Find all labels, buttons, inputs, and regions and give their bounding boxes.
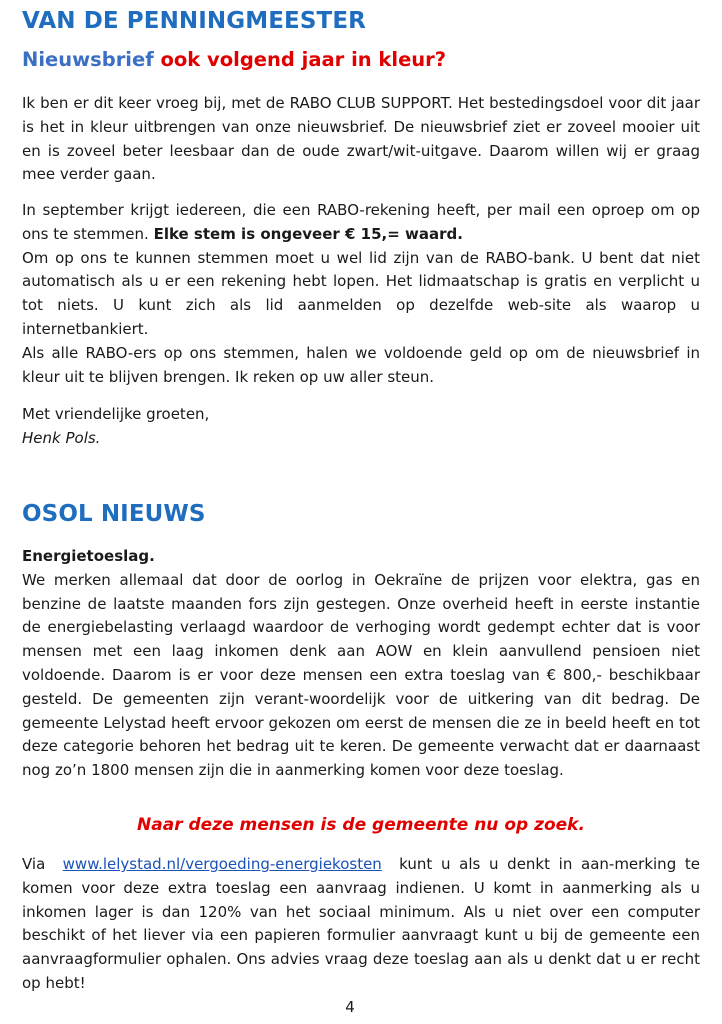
- via-prefix: Via: [22, 855, 46, 873]
- application-paragraph-block: [22, 853, 700, 996]
- application-text: kunt u als u denkt in aan-merking te komen voor deze extra toeslag een aanvraag indienen. U komt in aanmerking als u inkomen lager is dan 120% van het sociaal minimum. Als u niet over een computer beschikt of het liever via een papieren formulier aanvraagt kunt u bij de gemeente een aanvraagformulier ophalen. Ons advies vraag deze toeslag aan als u denkt dat u er recht op hebt!: [22, 855, 700, 992]
- signature-block: [22, 403, 700, 451]
- intro-paragraph-block: [22, 92, 700, 187]
- energy-link[interactable]: www.lelystad.nl/vergoeding-energiekosten: [62, 855, 382, 873]
- section-title-osol: OSOL NIEUWS: [22, 501, 206, 527]
- intro-paragraph: Ik ben er dit keer vroeg bij, met de RABO CLUB SUPPORT. Het bestedingsdoel voor dit jaar is het in kleur uitbrengen van onze nieuwsbrief. De nieuwsbrief ziet er zoveel mooier uit en is zoveel beter leesbaar dan de oude zwart/wit-uitgave. Daarom willen wij er graag mee verder gaan.: [22, 94, 700, 184]
- page-number: 4: [345, 998, 355, 1016]
- application-paragraph: [22, 853, 700, 996]
- membership-paragraph: Om op ons te kunnen stemmen moet u wel lid zijn van de RABO-bank. U bent dat niet automatisch als u er een rekening hebt lopen. Het lidmaatschap is gratis en verplicht u tot niets. U kunt zich als lid aanmelden op dezelfde web-site als waarop u internetbankiert.: [22, 248, 700, 338]
- signature-name: Henk Pols.: [22, 428, 101, 447]
- subtitle-blue-part: Nieuwsbrief: [22, 48, 154, 71]
- article-subtitle: [22, 48, 446, 71]
- callout-text: Naar deze mensen is de gemeente nu op zoek.: [137, 815, 585, 835]
- subtitle-red-part: ook volgend jaar in kleur?: [160, 48, 447, 71]
- energy-article: [22, 545, 700, 783]
- energy-paragraph: We merken allemaal dat door de oorlog in Oekraïne de prijzen voor elektra, gas en benzine de laatste maanden fors zijn gestegen. Onze overheid heeft in eerste instantie de energiebelasting verlaagd waardoor de verhoging wordt gedempt echter dat is voor mensen met een laag inkomen denk aan AOW en klein aanvullend pensioen niet voldoende. Daarom is er voor deze mensen een extra toeslag van € 800,- beschikbaar gesteld. De gemeenten zijn verant-woordelijk voor de uitkering van dit bedrag. De gemeente Lelystad heeft ervoor gekozen om eerst de mensen die ze in beeld heeft en tot deze categorie behoren het bedrag uit te keren. De gemeente verwacht dat er daarnaast nog zo’n 1800 mensen zijn die in aanmerking komen voor deze toeslag.: [22, 570, 700, 780]
- section-title-penningmeester: VAN DE PENNINGMEESTER: [22, 8, 366, 34]
- greeting: Met vriendelijke groeten,: [22, 405, 210, 423]
- voting-paragraph-block: [22, 199, 700, 389]
- voting-paragraph: [22, 199, 700, 247]
- voting-text-a: In september krijgt iedereen, die een RABO-rekening heeft, per mail een oproep om op ons te stemmen.: [22, 201, 700, 243]
- vote-value-bold: Elke stem is ongeveer € 15,= waard.: [153, 224, 463, 243]
- appeal-paragraph: Als alle RABO-ers op ons stemmen, halen we voldoende geld op om de nieuwsbrief in kleur uit te blijven brengen. Ik reken op uw aller steun.: [22, 343, 700, 386]
- energy-heading: Energietoeslag.: [22, 547, 155, 565]
